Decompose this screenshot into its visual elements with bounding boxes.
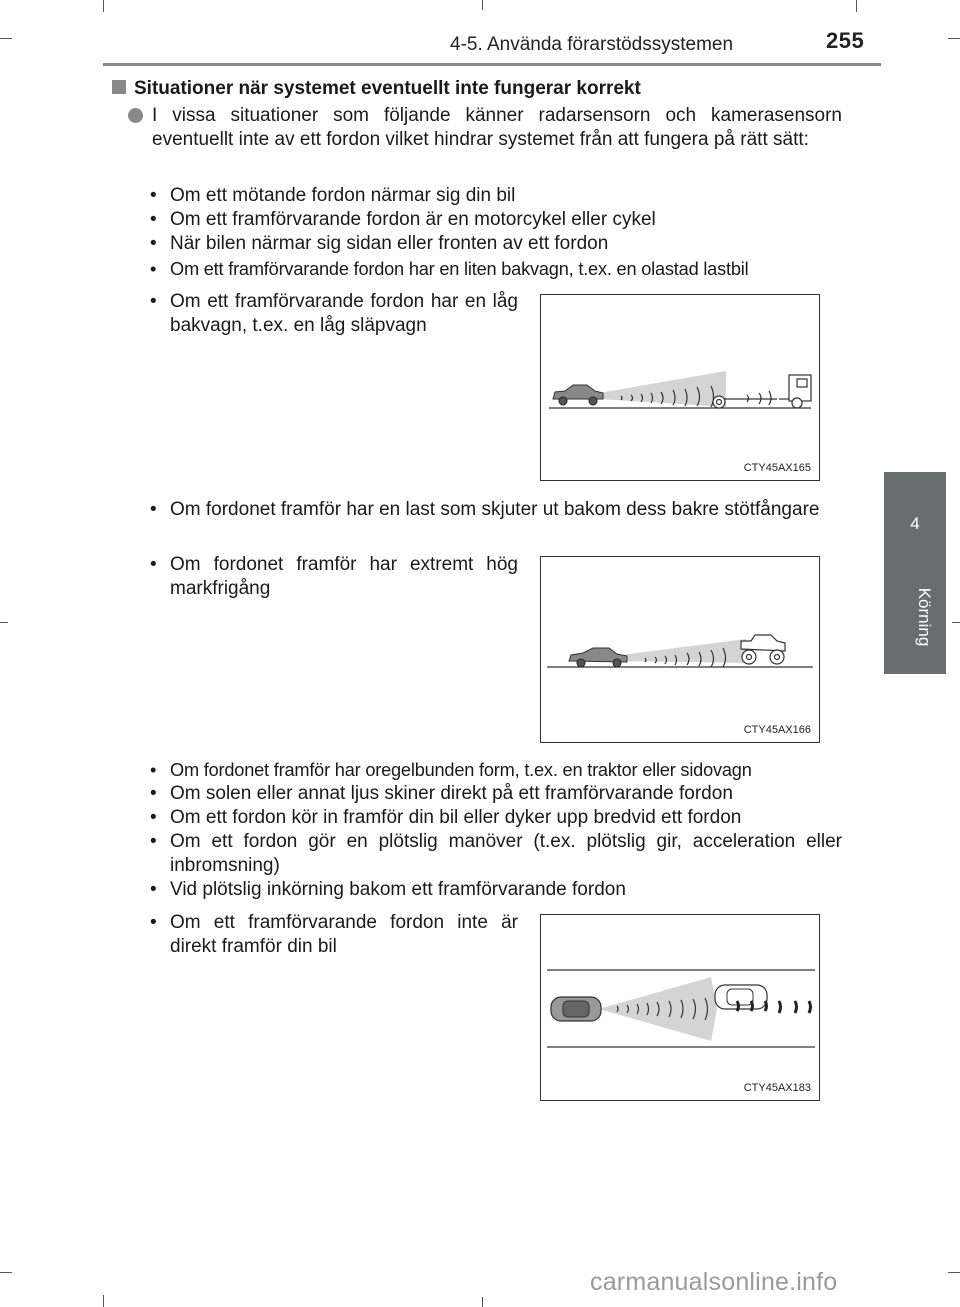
bullet-dot: • — [150, 760, 157, 780]
figure-code: CTY45AX165 — [743, 462, 811, 474]
chapter-number: 4 — [910, 514, 920, 533]
chapter-tab — [884, 472, 946, 674]
truck-trailer-icon — [713, 375, 811, 408]
watermark: carmanualsonline.info — [590, 1268, 838, 1296]
bullet-dot: • — [150, 912, 157, 933]
crop-mark — [856, 0, 857, 12]
figure-high-clearance — [540, 556, 820, 743]
crop-mark — [0, 38, 12, 39]
crop-mark — [952, 622, 960, 623]
figure-low-trailer — [540, 294, 820, 481]
bullet-dot: • — [150, 185, 157, 206]
crop-mark — [0, 622, 8, 623]
list-item: • Om ett framförvarande fordon har en låg bakvagn, t.ex. en låg släpvagn — [150, 291, 518, 336]
high-clearance-illustration — [541, 557, 821, 744]
offset-vehicle-illustration — [541, 915, 821, 1102]
section-heading — [112, 78, 641, 100]
bullet-dot: • — [150, 259, 157, 279]
list-item: • Om ett framförvarande fordon inte är direkt framför din bil — [150, 912, 518, 957]
bullet-dot: • — [150, 783, 157, 804]
list-item: • Vid plötslig inkörning bakom ett framförvarande fordon — [150, 879, 626, 900]
own-car-icon — [553, 385, 603, 405]
list-item: • Om fordonet framför har extremt hög markfrigång — [150, 554, 518, 599]
list-item: • Om ett mötande fordon närmar sig din bil — [150, 185, 516, 206]
figure-offset-vehicle — [540, 914, 820, 1101]
crop-mark — [482, 1297, 483, 1307]
chapter-label: Körning — [915, 587, 934, 647]
crop-mark — [948, 38, 960, 39]
own-car-icon — [569, 648, 627, 667]
header-rule — [103, 63, 881, 66]
bullet-dot: • — [150, 209, 157, 230]
crop-mark — [103, 0, 104, 12]
crop-mark — [482, 0, 483, 10]
list-item: • Om fordonet framför har en last som skjuter ut bakom dess bakre stötfångare — [150, 499, 820, 520]
preceding-car-icon — [715, 985, 767, 1009]
section-title: 4-5. Använda förarstödssystemen — [450, 34, 734, 55]
figure-code: CTY45AX166 — [743, 724, 811, 736]
bullet-dot: • — [150, 831, 157, 852]
crop-mark — [0, 1272, 12, 1273]
list-item: • Om fordonet framför har oregelbunden form, t.ex. en traktor eller sidovagn — [150, 760, 752, 780]
section-heading-text: Situationer när systemet eventuellt inte fungerar korrekt — [134, 78, 641, 99]
crop-mark — [103, 1295, 104, 1307]
bullet-dot: • — [150, 499, 157, 520]
bullet-dot: • — [150, 291, 157, 312]
square-bullet-icon — [112, 80, 126, 94]
intro-paragraph: I vissa situationer som följande känner radarsensorn och kamerasensorn eventuellt inte av ett fordon vilket hindrar systemet från att fungera på rätt sätt: — [152, 105, 842, 150]
list-item: • Om ett framförvarande fordon har en liten bakvagn, t.ex. en olastad lastbil — [150, 259, 749, 279]
high-clearance-vehicle-icon — [741, 635, 785, 664]
page-number: 255 — [826, 28, 865, 53]
list-item: • Om solen eller annat ljus skiner direkt på ett framförvarande fordon — [150, 783, 733, 804]
list-item: • När bilen närmar sig sidan eller fronten av ett fordon — [150, 233, 609, 254]
figure-code: CTY45AX183 — [743, 1082, 811, 1094]
crop-mark — [948, 1272, 960, 1273]
low-trailer-illustration — [541, 295, 821, 482]
own-car-icon — [551, 997, 601, 1021]
list-item: • Om ett fordon gör en plötslig manöver (t.ex. plötslig gir, acceleration eller inbromsning) — [150, 831, 842, 876]
bullet-dot: • — [150, 233, 157, 254]
bullet-dot: • — [150, 807, 157, 828]
round-bullet-icon — [128, 108, 143, 123]
list-item: • Om ett fordon kör in framför din bil eller dyker upp bredvid ett fordon — [150, 807, 742, 828]
bullet-dot: • — [150, 879, 157, 900]
list-item: • Om ett framförvarande fordon är en motorcykel eller cykel — [150, 209, 656, 230]
bullet-dot: • — [150, 554, 157, 575]
